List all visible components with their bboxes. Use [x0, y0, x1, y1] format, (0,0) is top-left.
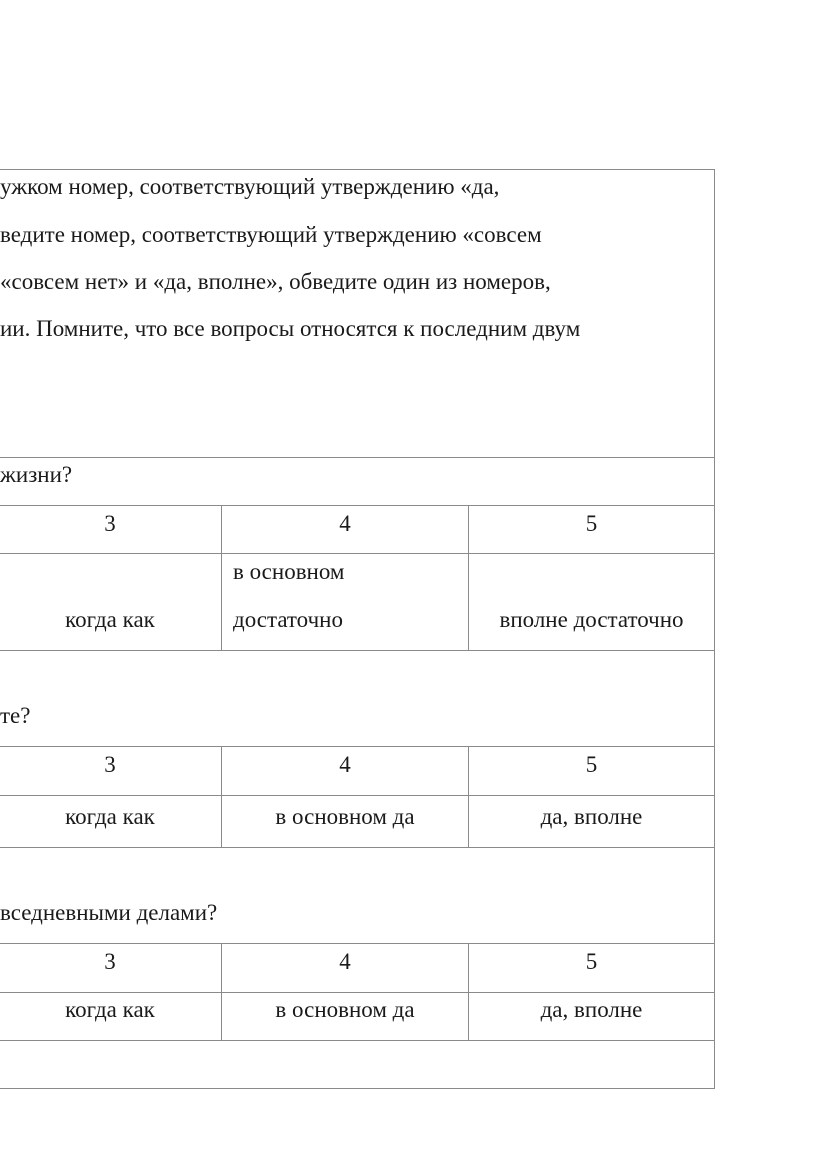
row-divider: [0, 553, 714, 554]
column-divider: [468, 943, 469, 1040]
q3-answer-3: когда как: [65, 997, 155, 1022]
q2-number-5: 5: [585, 752, 598, 777]
row-divider: [0, 943, 714, 944]
row-divider: [0, 795, 714, 796]
q2-answer-3: когда как: [65, 804, 155, 829]
q2-answer-4: в основном да: [275, 804, 415, 829]
q1-answer-5: вполне достаточно: [499, 607, 684, 632]
question-1-text: жизни?: [0, 462, 73, 487]
column-divider: [221, 505, 222, 650]
row-divider: [0, 457, 714, 458]
q3-answer-4: в основном да: [275, 997, 415, 1022]
q3-number-4: 4: [339, 949, 351, 974]
questionnaire-table: [0, 169, 715, 1089]
column-divider: [468, 746, 469, 847]
q1-number-4: 4: [339, 511, 351, 536]
q2-number-3: 3: [104, 752, 116, 777]
column-divider: [468, 505, 469, 650]
column-divider: [221, 943, 222, 1040]
q2-answer-5: да, вполне: [540, 804, 643, 829]
row-divider: [0, 992, 714, 993]
question-2-text: те?: [0, 703, 31, 728]
row-divider: [0, 1040, 714, 1041]
row-divider: [0, 746, 714, 747]
q1-number-3: 3: [104, 511, 116, 536]
row-divider: [0, 847, 714, 848]
q1-number-5: 5: [585, 511, 598, 536]
column-divider: [221, 746, 222, 847]
instructions-line-3: «совсем нет» и «да, вполне», обведите один из номеров,: [0, 269, 551, 294]
instructions-line-1: ужком номер, соответствующий утверждению «да,: [0, 174, 500, 199]
q3-number-5: 5: [585, 949, 598, 974]
instructions-line-4: ии. Помните, что все вопросы относятся к последним двум: [0, 316, 581, 341]
q1-answer-4-line-1: в основном: [233, 559, 345, 584]
question-3-text: вседневными делами?: [0, 900, 218, 925]
q3-answer-5: да, вполне: [540, 997, 643, 1022]
instructions-line-2: ведите номер, соответствующий утверждению «совсем: [0, 222, 542, 247]
q2-number-4: 4: [339, 752, 351, 777]
q3-number-3: 3: [104, 949, 116, 974]
q1-answer-3: когда как: [65, 607, 155, 632]
row-divider: [0, 505, 714, 506]
row-divider: [0, 650, 714, 651]
q1-answer-4-line-2: достаточно: [233, 607, 343, 632]
